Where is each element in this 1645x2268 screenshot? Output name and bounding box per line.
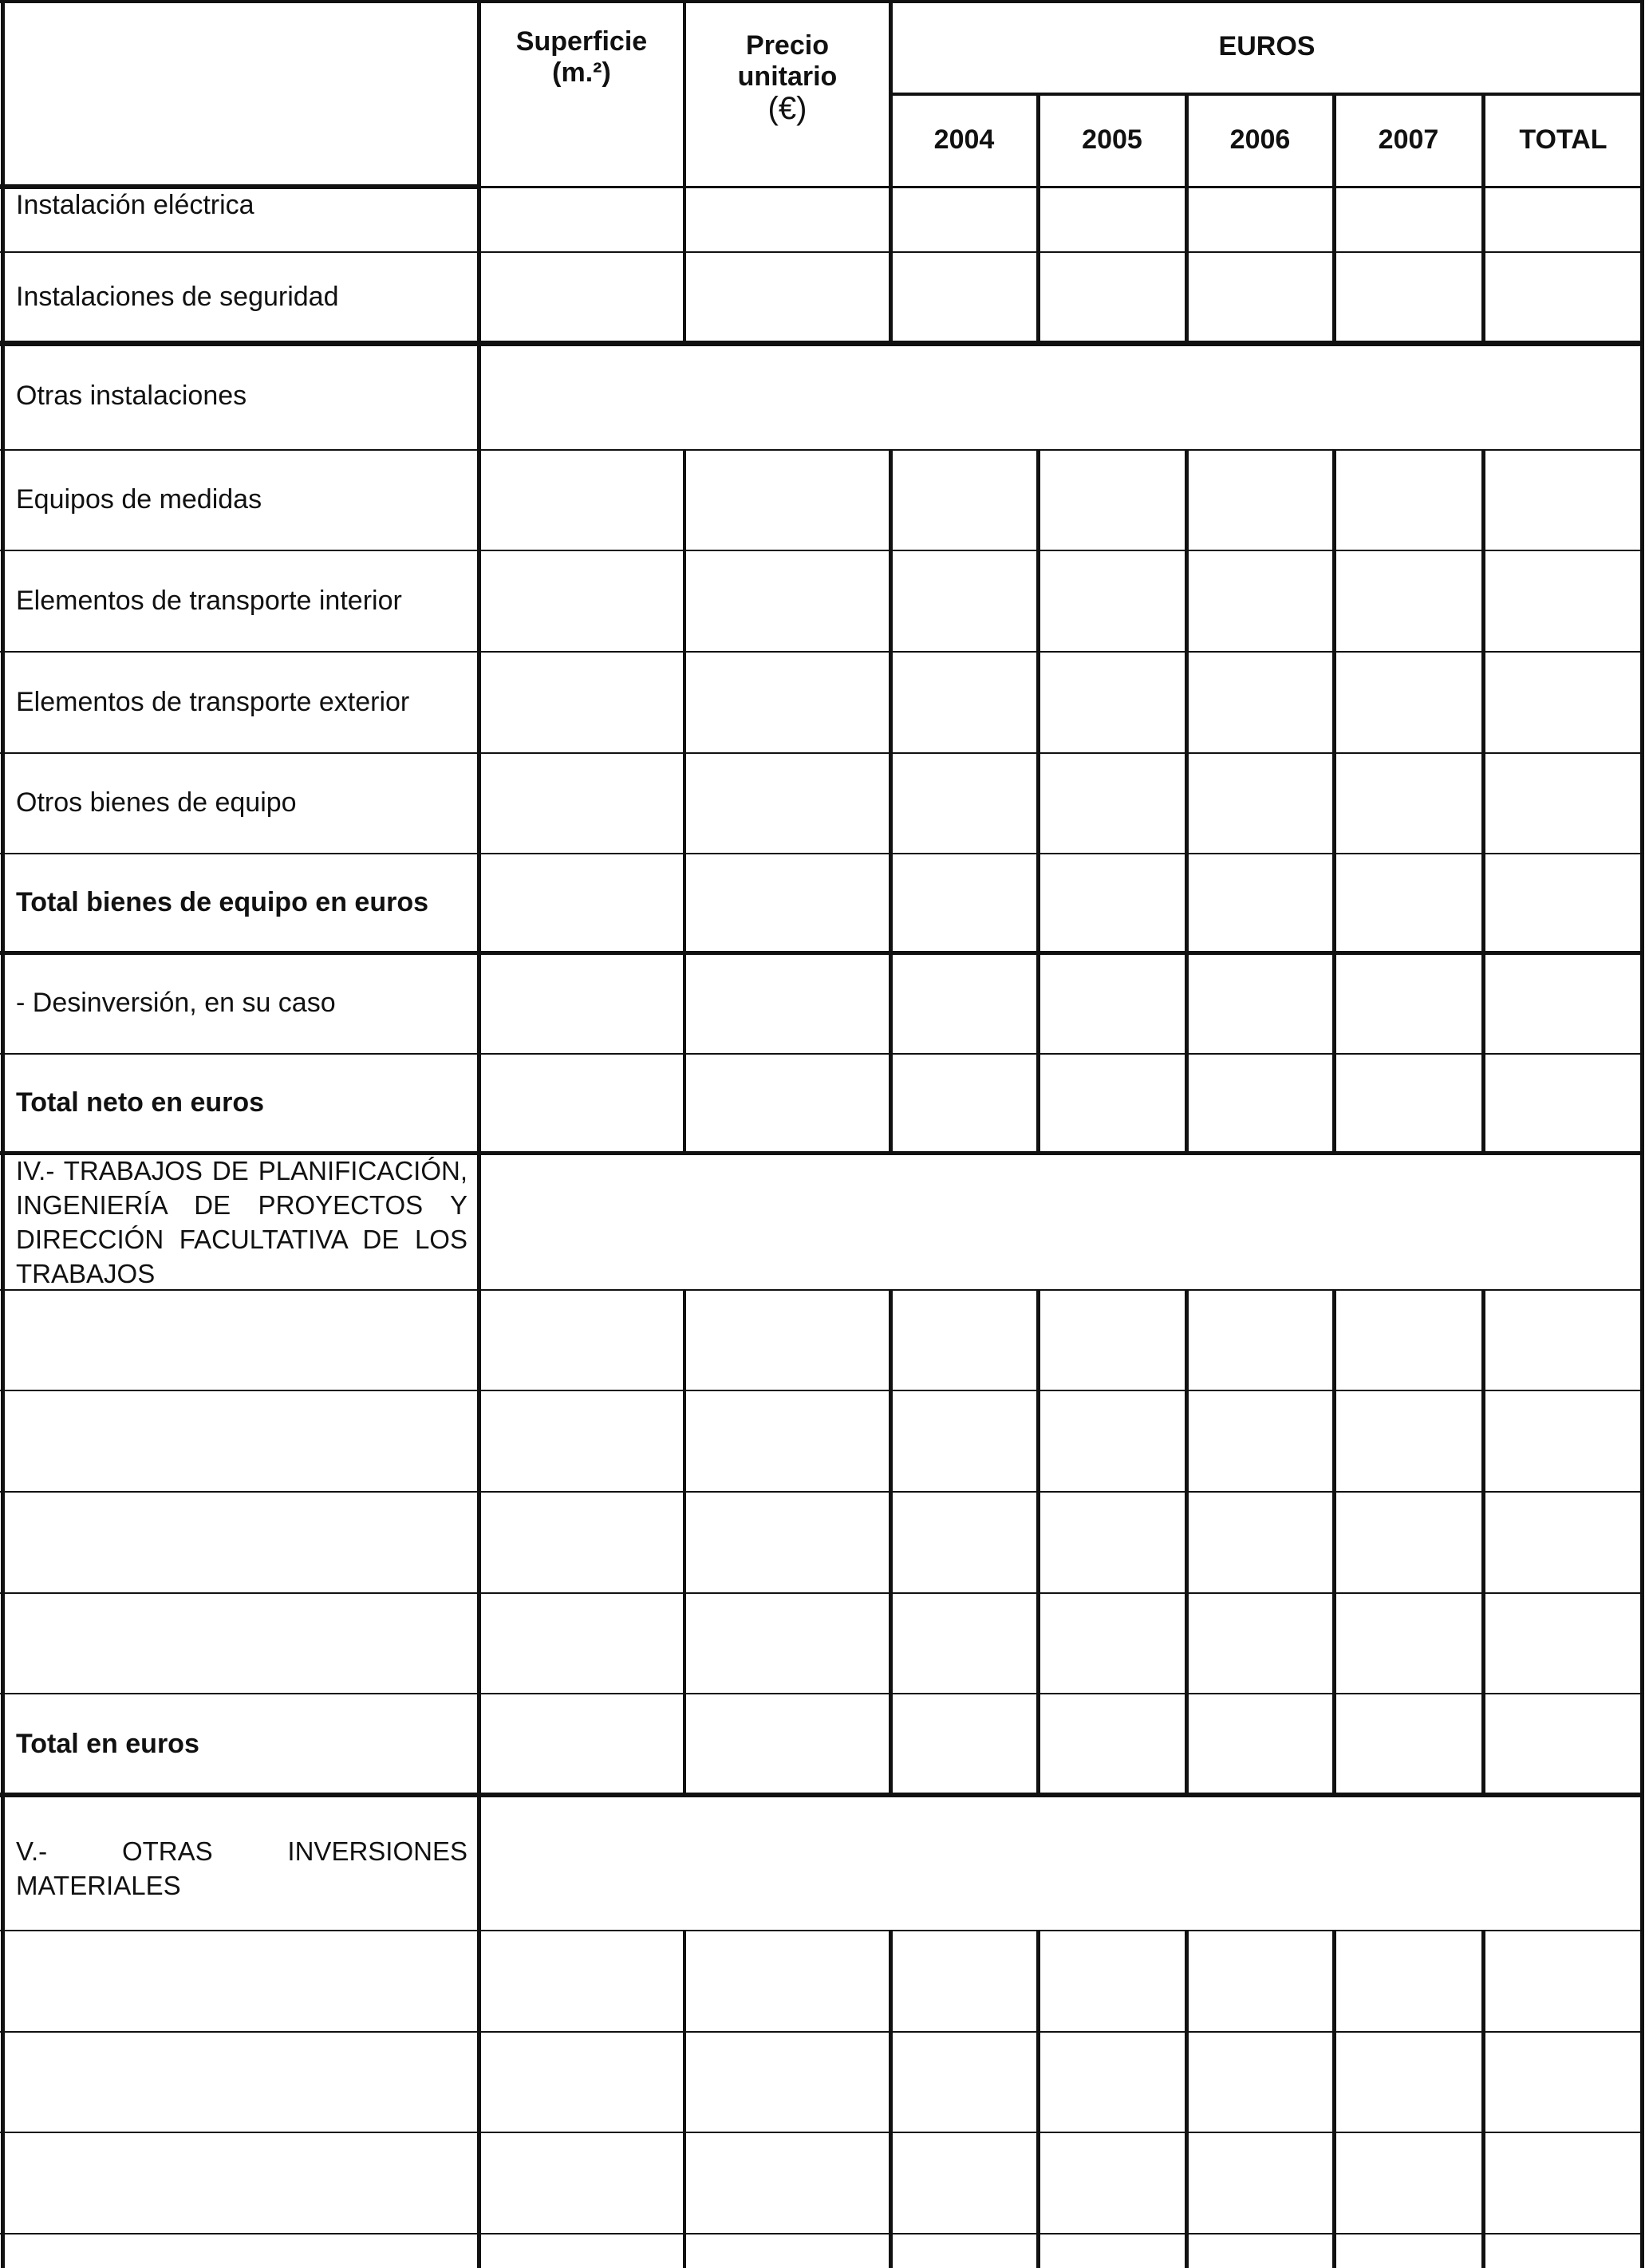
row-label-blank	[0, 1290, 479, 1390]
precio-label: Precio	[746, 30, 829, 61]
precio-unit: (€)	[767, 91, 807, 127]
grid-vline	[1481, 94, 1485, 343]
row-label-total-en-euros: Total en euros	[16, 1728, 199, 1759]
row-label-blank	[0, 2032, 479, 2132]
header-year-2005: 2005	[1082, 124, 1142, 156]
grid-hline	[0, 2031, 1643, 2033]
grid-hline	[0, 1491, 1643, 1493]
grid-vline	[1185, 1931, 1189, 2268]
grid-vline	[889, 0, 893, 94]
row-label-blank	[0, 1593, 479, 1694]
row-label-blank	[0, 1492, 479, 1593]
grid-hline	[0, 2233, 1643, 2234]
grid-vline	[1481, 450, 1485, 1153]
grid-hline	[0, 1930, 1643, 1931]
header-precio-unitario	[684, 0, 890, 187]
grid-vline	[683, 450, 686, 1153]
grid-vline	[1185, 450, 1189, 1153]
grid-hline	[0, 1151, 1643, 1155]
row-label-trabajos-planificacion: IV.- TRABAJOS DE PLANIFICACIÓN, INGENIERÍA DE PROYECTOS Y DIRECCIÓN FACULTATIVA DE LOS TRABAJOS	[16, 1156, 467, 1288]
grid-hline	[890, 93, 1643, 96]
grid-vline	[477, 0, 481, 2268]
row-label-otros-bienes-equipo: Otros bienes de equipo	[16, 787, 297, 818]
row-label-instalaciones-seguridad: Instalaciones de seguridad	[16, 282, 339, 313]
header-year-2006: 2006	[1229, 124, 1291, 156]
grid-vline	[1036, 1290, 1040, 1795]
grid-hline	[0, 550, 1643, 551]
grid-vline	[889, 1931, 893, 2268]
grid-vline	[1185, 1290, 1189, 1795]
grid-hline	[0, 341, 1643, 346]
grid-vline	[1481, 1290, 1485, 1795]
row-label-blank	[0, 2234, 479, 2268]
row-label-otras-instalaciones: Otras instalaciones	[16, 381, 247, 412]
grid-vline	[1036, 94, 1040, 343]
grid-hline	[0, 2132, 1643, 2133]
grid-hline	[0, 449, 1643, 451]
row-label-instalacion-electrica: Instalación eléctrica	[16, 190, 254, 220]
grid-hline	[0, 251, 1643, 253]
grid-vline	[889, 450, 893, 1153]
row-label-otras-inversiones-materiales: V.- OTRAS INVERSIONES MATERIALES	[16, 1836, 467, 1900]
grid-hline	[0, 1592, 1643, 1594]
row-label-desinversion: - Desinversión, en su caso	[16, 987, 336, 1018]
grid-vline	[1481, 1931, 1485, 2268]
header-euros: EUROS	[1218, 31, 1316, 62]
grid-vline	[1332, 1290, 1336, 1795]
grid-hline	[0, 651, 1643, 653]
row-label-total-neto: Total neto en euros	[16, 1087, 265, 1118]
row-label-transporte-interior: Elementos de transporte interior	[16, 585, 402, 616]
grid-vline	[683, 0, 686, 343]
grid-vline	[683, 1290, 686, 1795]
row-label-transporte-exterior: Elementos de transporte exterior	[16, 686, 410, 717]
superficie-unit: (m.²)	[552, 57, 611, 88]
grid-hline	[0, 1390, 1643, 1391]
grid-hline	[0, 752, 1643, 754]
grid-vline	[1036, 1931, 1040, 2268]
grid-hline	[0, 0, 1643, 3]
superficie-label: Superficie	[515, 26, 648, 57]
header-year-2004: 2004	[933, 124, 995, 156]
grid-vline	[889, 94, 893, 343]
grid-vline	[1185, 94, 1189, 343]
grid-hline	[0, 184, 479, 189]
row-label-total-bienes-equipo: Total bienes de equipo en euros	[16, 887, 429, 918]
grid-hline	[0, 853, 1643, 854]
row-label-blank	[0, 1390, 479, 1492]
grid-vline	[1332, 450, 1336, 1153]
row-label-blank	[0, 2132, 479, 2234]
grid-vline	[1332, 1931, 1336, 2268]
precio-label2: unitario	[737, 61, 838, 92]
grid-hline	[0, 1693, 1643, 1694]
grid-hline	[0, 1053, 1643, 1055]
grid-vline	[889, 1290, 893, 1795]
header-superficie	[479, 0, 684, 187]
grid-hline	[0, 1793, 1643, 1797]
row-label-equipos-medidas: Equipos de medidas	[16, 484, 262, 515]
header-year-2007: 2007	[1378, 124, 1439, 156]
grid-hline	[0, 1289, 1643, 1291]
header-total: TOTAL	[1519, 124, 1608, 156]
grid-vline	[683, 1931, 686, 2268]
grid-vline	[1332, 94, 1336, 343]
grid-hline	[0, 951, 1643, 955]
grid-vline	[1036, 450, 1040, 1153]
row-label-blank	[0, 1931, 479, 2032]
grid-hline	[479, 186, 1643, 188]
